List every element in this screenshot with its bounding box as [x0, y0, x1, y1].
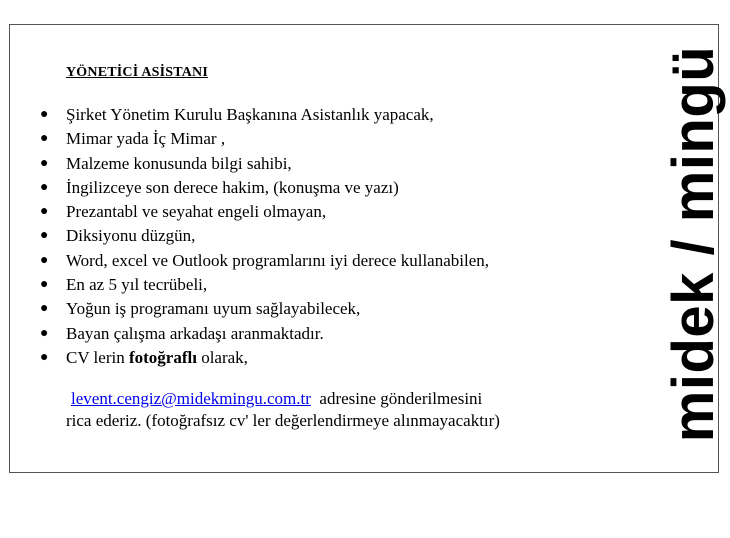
bullet-icon: ● — [40, 228, 49, 244]
closing-line-1 — [66, 388, 500, 410]
requirement-text: Şirket Yönetim Kurulu Başkanına Asistanlık yapacak, — [66, 105, 434, 124]
requirement-text: Prezantabl ve seyahat engeli olmayan, — [66, 202, 327, 222]
list-item — [40, 346, 489, 370]
bullet-icon: ● — [40, 204, 49, 220]
list-item — [40, 152, 489, 176]
bullet-icon: ● — [40, 179, 49, 195]
email-link[interactable]: levent.cengiz@midekmingu.com.tr — [71, 389, 311, 408]
list-item — [40, 322, 489, 346]
requirement-text: Malzeme konusunda bilgi sahibi, — [66, 153, 292, 173]
bullet-icon: ● — [40, 131, 49, 147]
requirement-bold-text: fotoğraflı — [128, 347, 197, 367]
requirement-text: Diksiyonu düzgün, — [66, 226, 196, 246]
list-item — [40, 176, 489, 200]
list-item — [40, 249, 489, 273]
closing-paragraph — [66, 388, 500, 432]
requirement-text: Yoğun iş programanı uyum sağlayabilecek, — [66, 299, 361, 319]
job-title: YÖNETİCİ ASİSTANI — [66, 65, 209, 80]
bullet-icon: ● — [40, 349, 49, 365]
brand-logo-text: midek / mingü — [661, 45, 726, 443]
requirement-text: Mimar yada İç Mimar , — [66, 129, 226, 149]
bullet-icon: ● — [40, 252, 49, 268]
bullet-icon: ● — [40, 107, 49, 122]
brand-logo — [662, 42, 726, 446]
requirement-text: İngilizceye son derece hakim, (konuşma ve yazı) — [66, 177, 399, 197]
list-item — [40, 297, 489, 321]
list-item — [40, 200, 489, 224]
bullet-icon: ● — [40, 277, 49, 293]
requirements-list — [40, 103, 489, 370]
requirement-text: Bayan çalışma arkadaşı aranmaktadır. — [66, 323, 324, 343]
requirement-text: En az 5 yıl tecrübeli, — [66, 275, 208, 295]
list-item — [40, 224, 489, 248]
requirement-text: CV lerin — [66, 347, 129, 367]
list-item — [40, 273, 489, 297]
bullet-icon: ● — [40, 155, 49, 171]
list-item — [40, 127, 489, 151]
requirement-text: Word, excel ve Outlook programlarını iyi derece kullanabilen, — [66, 250, 490, 270]
list-item — [40, 103, 489, 127]
bullet-icon: ● — [40, 325, 49, 341]
closing-line-1-text: adresine gönderilmesini — [310, 389, 483, 408]
bullet-icon: ● — [40, 301, 49, 317]
closing-line-2: rica ederiz. (fotoğrafsız cv' ler değerlendirmeye alınmayacaktır) — [66, 411, 500, 430]
requirement-text-end: olarak, — [196, 347, 248, 367]
